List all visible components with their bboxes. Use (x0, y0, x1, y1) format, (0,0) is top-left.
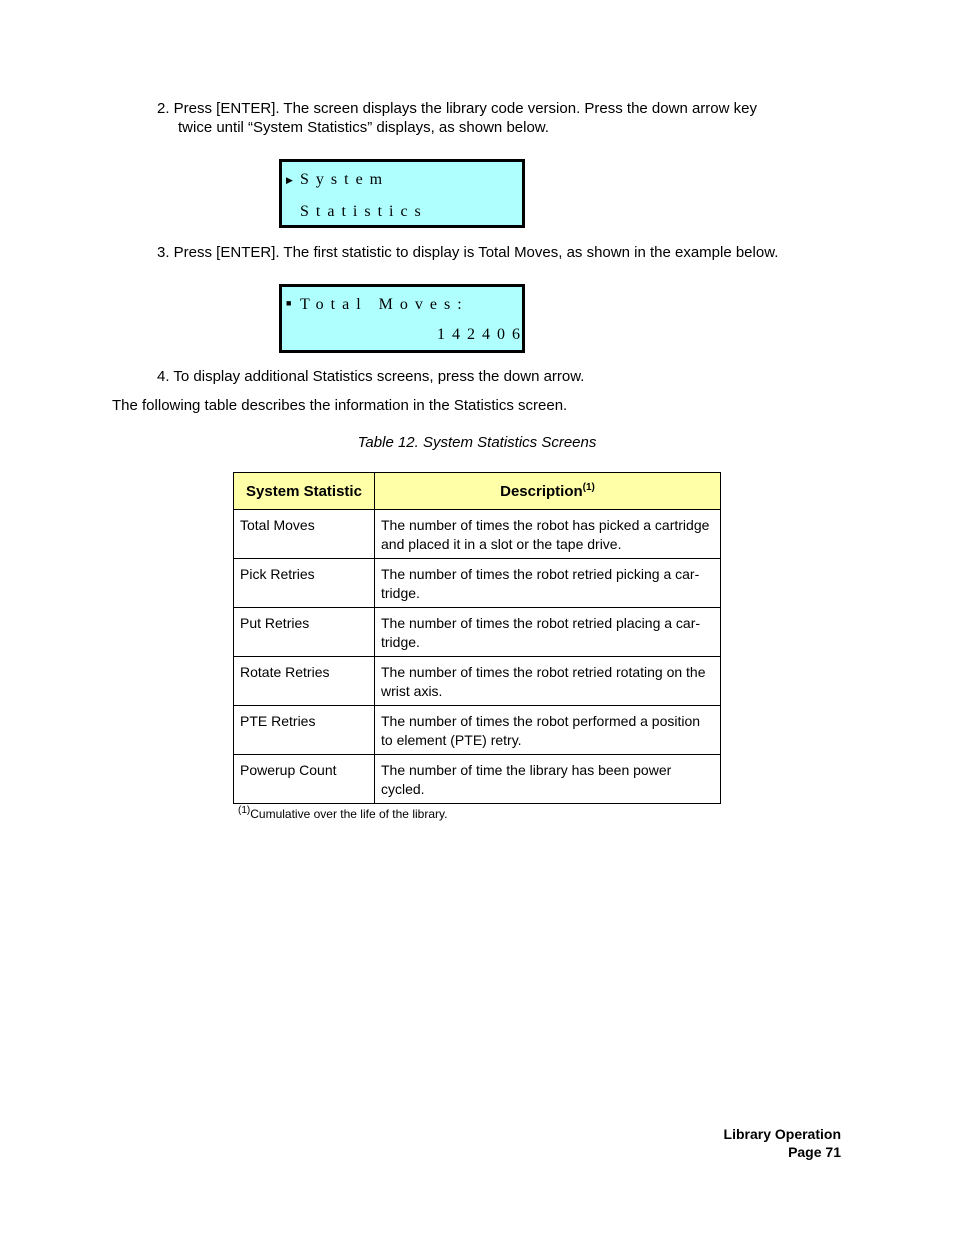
stat-name: Total Moves (234, 510, 375, 559)
footnote-mark: (1) (238, 805, 251, 816)
statistics-table (233, 472, 721, 804)
stat-description: The number of times the robot retried picking a car-tridge. (375, 559, 721, 608)
intro-paragraph: The following table describes the information in the Statistics screen. (112, 397, 568, 414)
table-row (234, 706, 721, 755)
stat-name: Powerup Count (234, 755, 375, 804)
lcd-line-1: Total Moves: (300, 296, 469, 313)
lcd-screen-system-statistics (279, 159, 525, 228)
footer-page-number: Page 71 (788, 1144, 841, 1160)
step-3 (157, 243, 837, 262)
table-footnote (238, 807, 447, 821)
stat-description: The number of times the robot retried placing a car-tridge. (375, 608, 721, 657)
stat-name: Pick Retries (234, 559, 375, 608)
lcd-cursor-arrow-icon: ▶ (286, 175, 293, 185)
header-description: Description$^{(1)}$ (375, 473, 721, 510)
step-4-line1: 4. To display additional Statistics screens, press the down arrow. (157, 368, 585, 385)
table-row (234, 657, 721, 706)
stat-name: PTE Retries (234, 706, 375, 755)
step-3-line1: 3. Press [ENTER]. The first statistic to display is Total Moves, as shown in the example below. (157, 244, 779, 261)
table-row (234, 559, 721, 608)
table-row (234, 755, 721, 804)
stat-name: Put Retries (234, 608, 375, 657)
footnote-text: Cumulative over the life of the library. (250, 807, 448, 821)
lcd-screen-total-moves (279, 284, 525, 353)
footer-section-title: Library Operation (723, 1126, 841, 1142)
page-footer (724, 1125, 841, 1161)
header-system-statistic: System Statistic (234, 473, 375, 510)
lcd-line-2: 142406 (437, 326, 527, 343)
step-4 (157, 367, 837, 386)
table-caption: Table 12. System Statistics Screens (357, 434, 597, 451)
stat-name: Rotate Retries (234, 657, 375, 706)
stat-description: The number of times the robot retried rotating on the wrist axis. (375, 657, 721, 706)
lcd-line-1: System (300, 171, 390, 188)
table-header-row (234, 473, 721, 510)
step-2-line2: twice until “System Statistics” displays, as shown below. (178, 119, 549, 136)
footnote-ref: (1) (582, 481, 595, 493)
step-2-line1: 2. Press [ENTER]. The screen displays the library code version. Press the down arrow key (157, 100, 757, 117)
table-row (234, 608, 721, 657)
stat-description: The number of time the library has been power cycled. (375, 755, 721, 804)
lcd-cursor-block-icon: ■ (286, 298, 292, 308)
step-2 (157, 99, 837, 137)
stat-description: The number of times the robot has picked a cartridge and placed it in a slot or the tape drive. (375, 510, 721, 559)
table-row (234, 510, 721, 559)
lcd-line-2: Statistics (300, 203, 428, 220)
stat-description: The number of times the robot performed a position to element (PTE) retry. (375, 706, 721, 755)
